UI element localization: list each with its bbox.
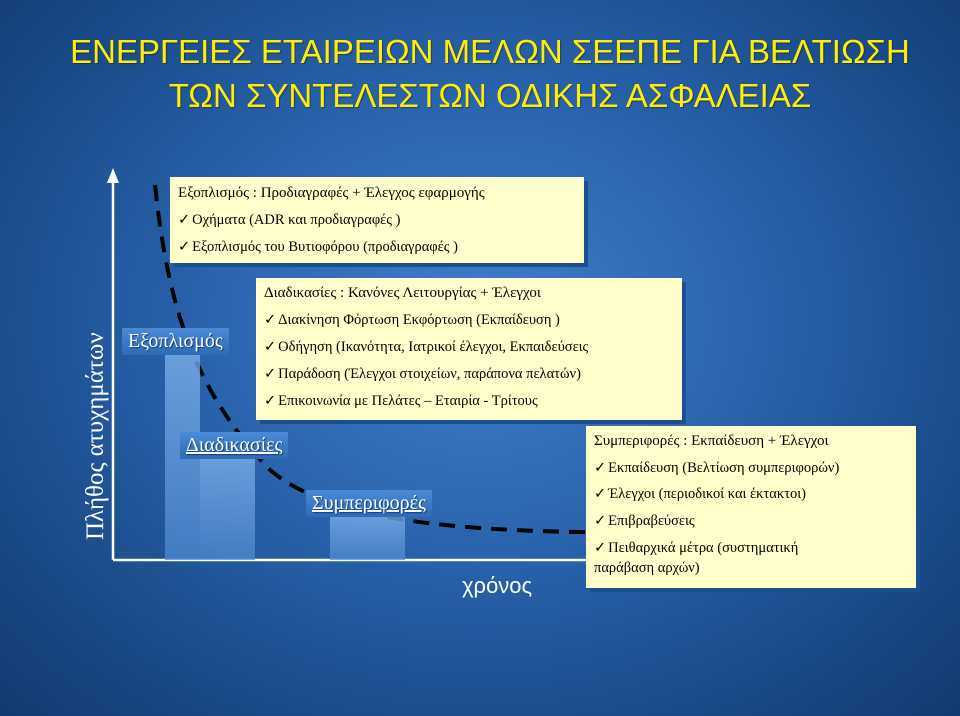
behaviors-item: ✓ Έλεγχοι (περιοδικοί και έκτακτοι) bbox=[594, 481, 908, 508]
behaviors-box bbox=[586, 426, 916, 588]
equipment-item: ✓ Οχήματα (ADR και προδιαγραφές ) bbox=[178, 207, 576, 234]
category-equipment bbox=[122, 328, 229, 355]
procedures-box bbox=[256, 278, 682, 420]
category-procedures bbox=[180, 432, 288, 459]
behaviors-item: ✓ Εκπαίδευση (Βελτίωση συμπεριφορών) bbox=[594, 455, 908, 482]
category-procedures-label: Διαδικασίες bbox=[186, 434, 283, 456]
category-behaviors bbox=[306, 490, 432, 517]
equipment-box bbox=[170, 177, 584, 263]
behaviors-item: ✓ Επιβραβεύσεις bbox=[594, 508, 908, 535]
behaviors-box-heading: Συμπεριφορές : Εκπαίδευση + Έλεγχοι bbox=[594, 433, 829, 449]
category-behaviors-label: Συμπεριφορές bbox=[312, 492, 426, 514]
procedures-box-heading: Διαδικασίες : Κανόνες Λειτουργίας + Έλεγχοι bbox=[264, 285, 541, 301]
procedures-item: ✓ Διακίνηση Φόρτωση Εκφόρτωση (Εκπαίδευση ) bbox=[264, 307, 674, 334]
y-axis-label: Πλήθος ατυχημάτων bbox=[82, 332, 109, 540]
equipment-box-heading: Εξοπλισμός : Προδιαγραφές + Έλεγχος εφαρμογής bbox=[178, 185, 485, 201]
procedures-item: ✓ Επικοινωνία με Πελάτες – Εταιρία - Τρίτους bbox=[264, 388, 674, 415]
equipment-item: ✓ Εξοπλισμός του Βυτιοφόρου (προδιαγραφές ) bbox=[178, 234, 576, 261]
y-axis-arrow bbox=[107, 168, 119, 183]
procedures-item: ✓ Οδήγηση (Ικανότητα, Ιατρικοί έλεγχοι, Εκπαιδεύσεις bbox=[264, 334, 674, 361]
slide-title: ΕΝΕΡΓΕΙΕΣ ΕΤΑΙΡΕΙΩΝ ΜΕΛΩΝ ΣΕΕΠΕ ΓΙΑ ΒΕΛΤΙΩΣΗ ΤΩΝ ΣΥΝΤΕΛΕΣΤΩΝ ΟΔΙΚΗΣ ΑΣΦΑΛΕΙΑΣ bbox=[70, 33, 910, 114]
procedures-item: ✓ Παράδοση (Έλεγχοι στοιχείων, παράπονα πελατών) bbox=[264, 361, 674, 388]
step-bar-procedures bbox=[200, 458, 255, 560]
category-equipment-label: Εξοπλισμός bbox=[128, 330, 223, 352]
behaviors-item-continued: παράβαση αρχών) bbox=[594, 560, 700, 576]
step-bar-behaviors bbox=[330, 515, 405, 560]
x-axis-label: χρόνος bbox=[462, 573, 533, 598]
behaviors-item: ✓ Πειθαρχικά μέτρα (συστηματική bbox=[594, 538, 908, 558]
